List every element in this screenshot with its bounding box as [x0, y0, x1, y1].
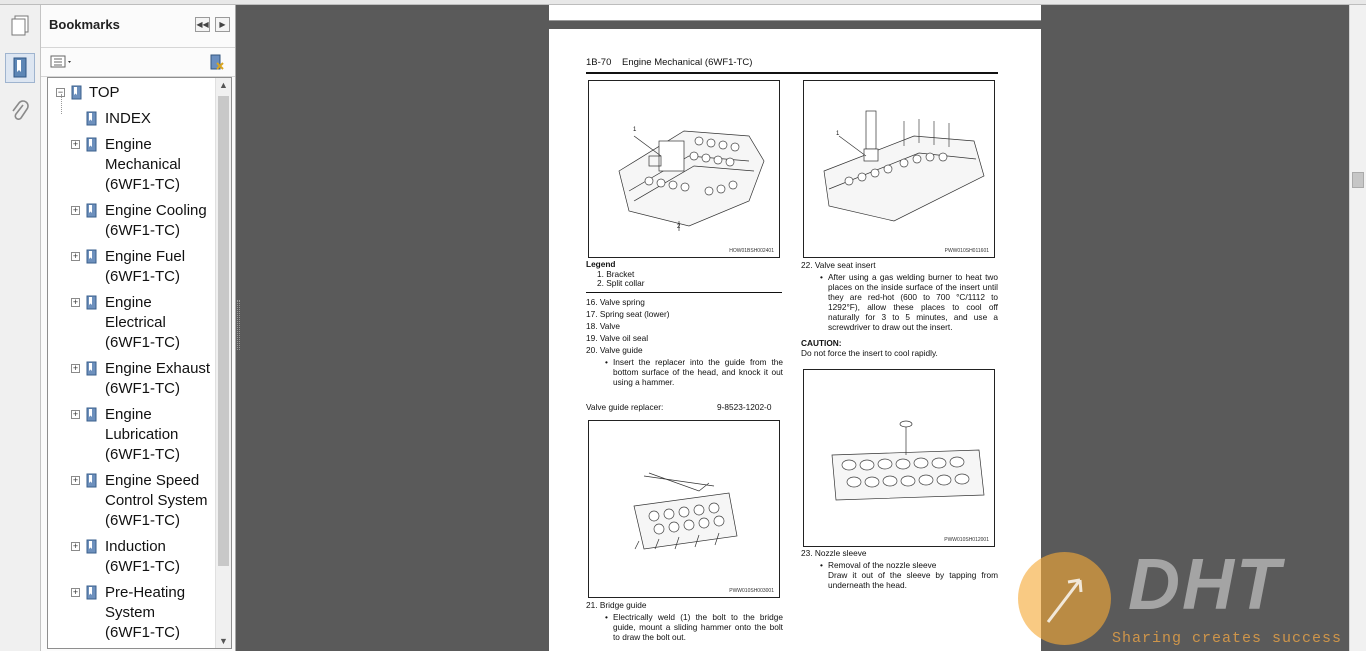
legend-rule — [586, 292, 782, 293]
bookmark-label: Engine Speed Control System (6WF1-TC) — [105, 472, 208, 529]
previous-page-bottom — [549, 5, 1041, 21]
bookmark-item[interactable] — [48, 584, 216, 644]
step-20-instruction: Insert the replacer into the guide from the bottom surface of the head, and knock it out using a hammer. — [613, 357, 783, 387]
figure-bracket-split-collar — [588, 80, 780, 258]
step-23-instruction: Removal of the nozzle sleeve — [828, 560, 937, 570]
callout-1: 1 — [836, 131, 840, 137]
bullet-dot: • — [820, 272, 823, 282]
expand-icon[interactable]: + — [72, 139, 79, 149]
pane-splitter[interactable] — [237, 300, 240, 350]
step-21: 21. Bridge guide — [586, 600, 647, 610]
collapse-icon[interactable]: − — [57, 87, 64, 97]
bookmark-tree-scrollbar[interactable] — [215, 78, 231, 648]
bookmark-icon — [69, 85, 83, 99]
step-16: 16. Valve spring — [586, 297, 645, 307]
bookmark-label: Engine Electrical (6WF1-TC) — [105, 294, 180, 351]
bookmark-icon — [84, 203, 98, 217]
step-18: 18. Valve — [586, 321, 620, 331]
bookmark-icon — [84, 473, 98, 487]
bookmark-icon — [84, 249, 98, 263]
bullet-dot: • — [605, 357, 608, 367]
page-thumbnails-icon[interactable] — [5, 11, 35, 41]
bookmark-item[interactable] — [48, 110, 216, 130]
watermark-tagline: Sharing creates success — [1112, 630, 1343, 647]
tool-name: Valve guide replacer: — [586, 402, 664, 412]
figure-nozzle-sleeve — [803, 369, 995, 547]
bullet-dot: • — [605, 612, 608, 622]
step-17: 17. Spring seat (lower) — [586, 309, 670, 319]
bookmark-icon — [84, 361, 98, 375]
delete-bookmark-icon[interactable] — [206, 53, 226, 73]
bookmark-label: Engine Fuel (6WF1-TC) — [105, 248, 186, 285]
bookmark-icon — [84, 585, 98, 599]
expand-icon[interactable]: + — [72, 541, 79, 551]
figure-code: HOW01BSH002401 — [729, 248, 774, 254]
bookmark-label: Engine Mechanical (6WF1-TC) — [105, 136, 181, 193]
bookmarks-toolbar — [41, 47, 235, 77]
figure-bridge-guide — [588, 420, 780, 598]
bookmarks-panel — [41, 5, 236, 651]
step-20: 20. Valve guide — [586, 345, 643, 355]
collapse-panel-button[interactable]: ◀◀ — [195, 17, 210, 32]
bookmark-label: Engine Lubrication (6WF1-TC) — [105, 406, 180, 463]
scroll-up-arrow[interactable]: ▲ — [219, 80, 228, 90]
watermark-logo-circle — [1018, 552, 1111, 645]
step-21-instruction: Electrically weld (1) the bolt to the bridge guide, mount a sliding hammer onto the bolt to draw the bolt out. — [613, 612, 783, 642]
bookmark-item[interactable] — [48, 360, 216, 400]
bookmark-tree — [47, 77, 232, 649]
bookmark-label: Engine Cooling (6WF1-TC) — [105, 202, 207, 239]
bookmark-item[interactable] — [48, 538, 216, 578]
bookmark-item[interactable] — [48, 248, 216, 288]
expand-icon[interactable]: + — [72, 205, 79, 215]
step-23-text: Draw it out of the sleeve by tapping from underneath the head. — [828, 570, 998, 590]
scroll-thumb[interactable] — [218, 96, 229, 566]
bookmark-icon — [84, 407, 98, 421]
document-scrollbar[interactable] — [1349, 5, 1366, 651]
step-22-instruction: After using a gas welding burner to heat two places on the inside surface of the insert until they are red-hot (600 to 700 °C/1112 to 1292°F), allow these places to cool off naturally for 3 to 5 minutes, and use a screwdriver to draw out the insert. — [828, 272, 998, 332]
panel-title: Bookmarks — [49, 17, 120, 32]
tree-connector — [61, 94, 62, 114]
caution-title: CAUTION: — [801, 338, 842, 348]
legend-item-1: 1. Bracket — [597, 269, 635, 279]
attachments-icon[interactable] — [5, 97, 35, 127]
panel-next-button[interactable]: ▶ — [215, 17, 230, 32]
callout-2: 2 — [677, 224, 681, 230]
bookmark-label: Induction (6WF1-TC) — [105, 538, 180, 575]
step-19: 19. Valve oil seal — [586, 333, 649, 343]
step-23: 23. Nozzle sleeve — [801, 548, 867, 558]
page-number: 1B-70 — [586, 57, 612, 68]
header-rule — [586, 72, 998, 74]
watermark-brand: DHT — [1128, 545, 1282, 625]
callout-1: 1 — [633, 127, 637, 133]
expand-icon[interactable]: + — [72, 409, 79, 419]
bookmark-icon — [84, 111, 98, 125]
legend-title: Legend — [586, 259, 616, 269]
document-scroll-thumb[interactable] — [1352, 172, 1364, 188]
caution-text: Do not force the insert to cool rapidly. — [801, 348, 938, 358]
bookmark-item[interactable] — [48, 472, 216, 532]
bookmark-item[interactable] — [48, 84, 216, 104]
bookmark-label: Engine Exhaust (6WF1-TC) — [105, 360, 211, 397]
bullet-dot: • — [820, 560, 823, 570]
expand-icon[interactable]: + — [72, 363, 79, 373]
step-22: 22. Valve seat insert — [801, 260, 876, 270]
expand-icon[interactable]: + — [72, 251, 79, 261]
bookmark-item[interactable] — [48, 136, 216, 196]
bookmark-icon — [84, 137, 98, 151]
figure-code: PWW010SH003001 — [729, 588, 774, 594]
bookmark-label: INDEX — [105, 110, 151, 127]
bookmark-label: TOP — [89, 84, 120, 101]
navigation-pane-toolbar — [0, 5, 41, 651]
page-header-title: Engine Mechanical (6WF1-TC) — [622, 57, 753, 68]
expand-icon[interactable]: + — [72, 297, 79, 307]
options-menu-icon[interactable] — [50, 54, 74, 70]
bookmark-label: Pre-Heating System (6WF1-TC) — [105, 584, 186, 641]
bookmarks-icon[interactable] — [5, 53, 35, 83]
bookmark-icon — [84, 539, 98, 553]
bookmark-item[interactable] — [48, 294, 216, 354]
document-page — [549, 29, 1041, 651]
bookmark-item[interactable] — [48, 406, 216, 466]
tool-number: 9-8523-1202-0 — [717, 402, 772, 412]
expand-icon[interactable]: + — [72, 587, 79, 597]
bookmark-item[interactable] — [48, 202, 216, 242]
figure-code: PWW010SH012001 — [944, 537, 989, 543]
bookmark-icon — [84, 295, 98, 309]
figure-code: PWW010SH011601 — [944, 248, 989, 254]
figure-valve-seat-insert — [803, 80, 995, 258]
scroll-down-arrow[interactable]: ▼ — [219, 636, 228, 646]
legend-item-2: 2. Split collar — [597, 278, 645, 288]
expand-icon[interactable]: + — [72, 475, 79, 485]
